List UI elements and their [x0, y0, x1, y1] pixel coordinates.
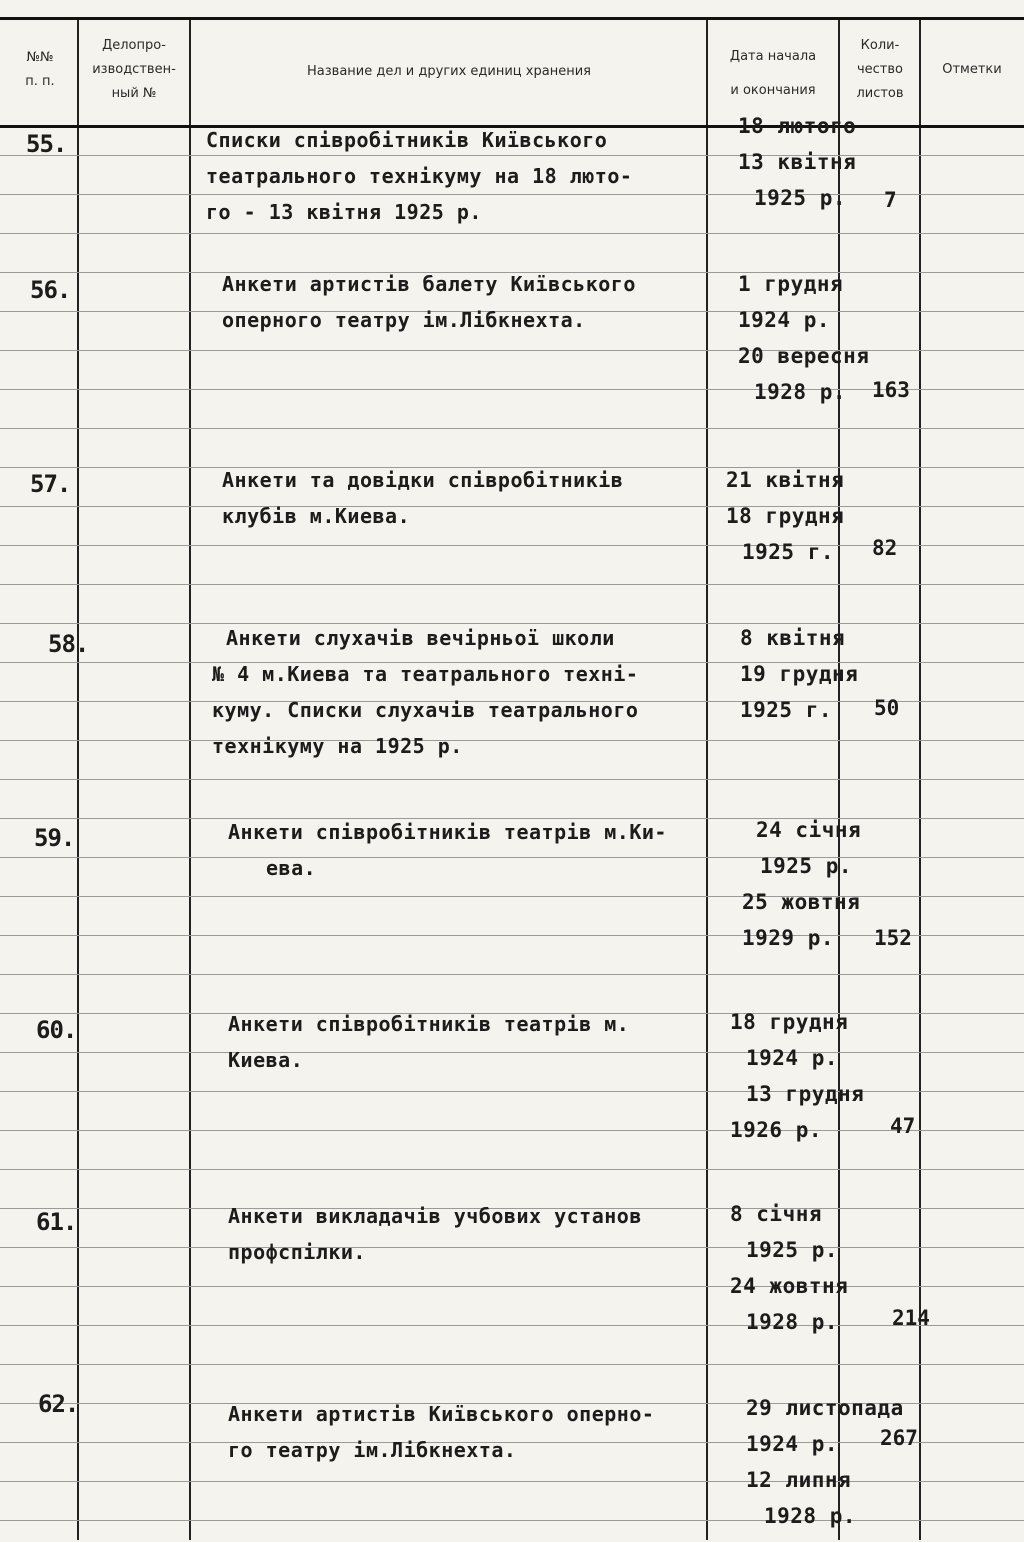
entry-number: 55.: [26, 130, 67, 158]
header-count-line-3: листов: [856, 86, 904, 101]
entry-title-line: го - 13 квітня 1925 р.: [206, 200, 482, 224]
entry-title-line: Киева.: [228, 1048, 304, 1072]
ruled-line: [0, 350, 1024, 351]
entry-date-line: 1928 р.: [754, 380, 847, 404]
entry-title: [222, 266, 636, 338]
entry-date-line: 1926 р.: [730, 1118, 823, 1142]
ruled-line: [0, 779, 1024, 780]
entry-sheet-count: 152: [874, 926, 912, 950]
header-sheet-count: [840, 34, 920, 106]
header-office-line-3: ный №: [111, 86, 157, 101]
entry-title: [228, 1006, 629, 1078]
entry-number: 58.: [48, 630, 89, 658]
entry-sheet-count: 7: [884, 188, 897, 212]
header-notes: Отметки: [942, 62, 1002, 77]
entry-date-line: 1924 р.: [746, 1432, 839, 1456]
entry-date-line: 24 жовтня: [730, 1274, 849, 1298]
header-count-line-2: чество: [856, 62, 903, 77]
ruled-line: [0, 1091, 1024, 1092]
entry-date-line: 12 липня: [746, 1468, 852, 1492]
entry-title-line: Анкети співробітників театрів м.: [228, 1012, 630, 1036]
entry-title: [228, 1198, 642, 1270]
entry-date-line: 8 квітня: [740, 626, 846, 650]
entry-title-line: клубів м.Киева.: [222, 504, 411, 528]
entry-title-line: № 4 м.Киева та театрального техні-: [212, 662, 639, 686]
entry-title-line: го театру ім.Лібкнехта.: [228, 1438, 517, 1462]
entry-title-line: Анкети артистів Київського оперно-: [228, 1402, 655, 1426]
entry-number: 59.: [34, 824, 75, 852]
entry-date-line: 13 грудня: [746, 1082, 865, 1106]
ruled-line: [0, 389, 1024, 390]
entry-date-line: 29 листопада: [746, 1396, 904, 1420]
header-office-line-2: изводствен-: [92, 62, 176, 77]
header-num-line-1: №№: [26, 50, 54, 65]
ruled-line: [0, 1364, 1024, 1365]
entry-date-line: 20 вересня: [738, 344, 870, 368]
entry-number: 57.: [30, 470, 71, 498]
entry-date-line: 18 грудня: [726, 504, 845, 528]
entry-number: 61.: [36, 1208, 77, 1236]
entry-title-line: куму. Списки слухачів театрального: [212, 698, 639, 722]
ruled-line: [0, 974, 1024, 975]
ruled-line: [0, 428, 1024, 429]
entry-title-line: ева.: [266, 856, 317, 880]
entry-sheet-count: 47: [890, 1114, 916, 1138]
ruled-line: [0, 545, 1024, 546]
entry-date-line: 21 квітня: [726, 468, 845, 492]
entry-date-line: 18 грудня: [730, 1010, 849, 1034]
entry-dates: [746, 1390, 904, 1534]
header-date-line-1: Дата начала: [729, 49, 817, 64]
entry-dates: [730, 1196, 848, 1340]
entry-dates: [738, 266, 869, 410]
entry-title-line: технікуму на 1925 р.: [212, 734, 463, 758]
entry-date-line: 1 грудня: [738, 272, 844, 296]
entry-title-line: профспілки.: [228, 1240, 366, 1264]
entry-date-line: 1928 р.: [746, 1310, 839, 1334]
entry-title-line: оперного театру ім.Лібкнехта.: [222, 308, 586, 332]
entry-date-line: 19 грудня: [740, 662, 859, 686]
entry-date-line: 1925 р.: [754, 186, 847, 210]
entry-title-line: Анкети викладачів учбових установ: [228, 1204, 642, 1228]
entry-title-line: Анкети та довідки співробітників: [222, 468, 624, 492]
entry-dates: [730, 1004, 864, 1148]
entry-sheet-count: 82: [872, 536, 898, 560]
entry-date-line: 24 січня: [756, 818, 862, 842]
entry-sheet-count: 163: [872, 378, 910, 402]
header-date-line-2: и окончания: [730, 83, 816, 98]
ruled-line: [0, 584, 1024, 585]
entry-number: 60.: [36, 1016, 77, 1044]
entry-date-line: 8 січня: [730, 1202, 823, 1226]
entry-date-line: 1925 р.: [746, 1238, 839, 1262]
entry-date-line: 18 лютого: [738, 114, 857, 138]
entry-date-line: 1925 г.: [742, 540, 835, 564]
ruled-line: [0, 17, 1024, 20]
ruled-line: [0, 1286, 1024, 1287]
header-num-line-2: п. п.: [25, 74, 55, 89]
entry-date-line: 1929 р.: [742, 926, 835, 950]
entry-sheet-count: 267: [880, 1426, 918, 1450]
entry-date-line: 1924 р.: [746, 1046, 839, 1070]
entry-dates: [742, 812, 861, 956]
entry-title: [206, 122, 632, 230]
ruled-line: [0, 233, 1024, 234]
entry-title-line: Анкети артистів балету Київського: [222, 272, 636, 296]
entry-title-line: Анкети співробітників театрів м.Ки-: [228, 820, 667, 844]
entry-sheet-count: 214: [892, 1306, 930, 1330]
entry-date-line: 1925 г.: [740, 698, 833, 722]
entry-title: [212, 620, 638, 764]
entry-title: [222, 462, 623, 534]
entry-dates: [738, 108, 856, 216]
entry-date-line: 13 квітня: [738, 150, 857, 174]
ruled-line: [0, 935, 1024, 936]
entry-title-line: Списки співробітників Київського: [206, 128, 608, 152]
ruled-line: [0, 1130, 1024, 1131]
entry-date-line: 1924 р.: [738, 308, 831, 332]
entry-sheet-count: 50: [874, 696, 900, 720]
header-office-number: [80, 34, 188, 106]
header-num: [4, 46, 76, 94]
entry-date-line: 25 жовтня: [742, 890, 861, 914]
entry-date-line: 1925 р.: [760, 854, 853, 878]
entry-title-line: театрального технікуму на 18 люто-: [206, 164, 633, 188]
entry-title: [228, 1396, 654, 1468]
ruled-line: [0, 1169, 1024, 1170]
header-title: Название дел и других единиц хранения: [307, 64, 591, 79]
header-office-line-1: Делопро-: [102, 38, 166, 53]
entry-title-line: Анкети слухачів вечірньої школи: [226, 626, 615, 650]
entry-number: 56.: [30, 276, 71, 304]
entry-title: [228, 814, 667, 886]
ruled-line: [0, 896, 1024, 897]
entry-dates: [726, 462, 844, 570]
entry-date-line: 1928 р.: [764, 1504, 857, 1528]
ruled-line: [0, 1325, 1024, 1326]
entry-dates: [740, 620, 858, 728]
entry-number: 62.: [38, 1390, 79, 1418]
header-count-line-1: Коли-: [860, 38, 900, 53]
header-date: [708, 40, 838, 108]
